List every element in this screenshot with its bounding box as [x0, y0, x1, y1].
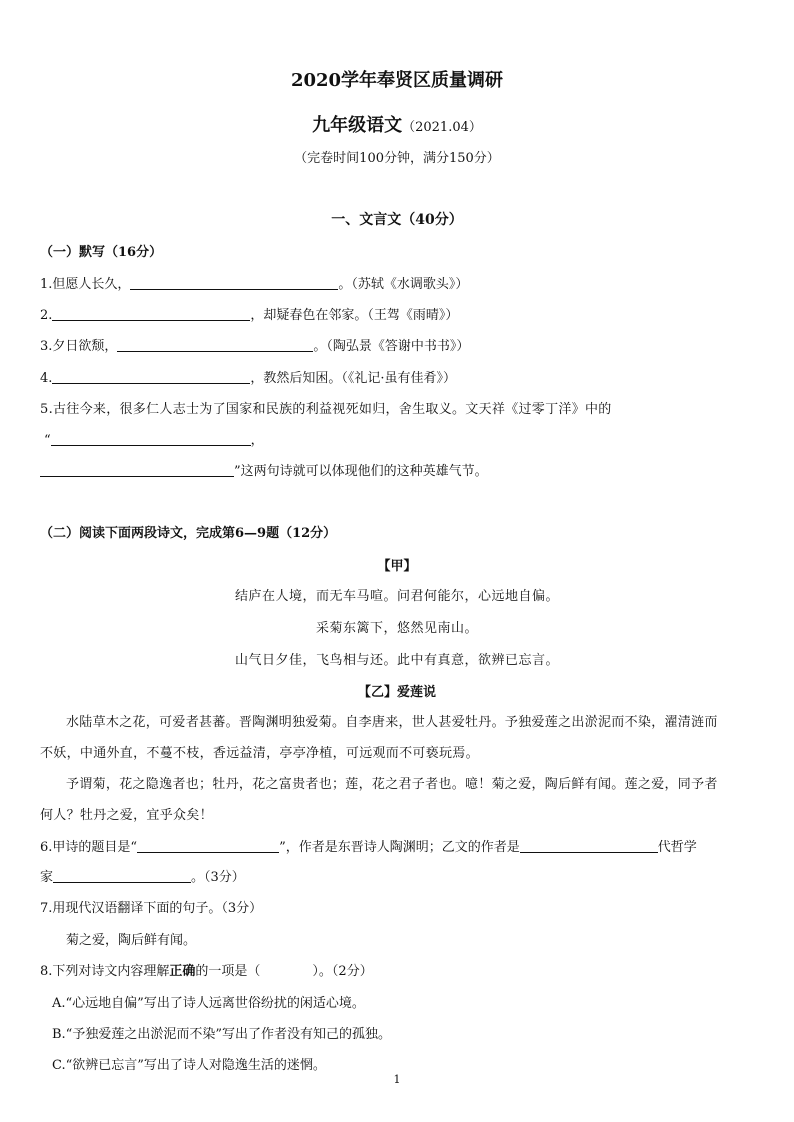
q8-bold: 正确 [169, 964, 196, 979]
q8-post: 的一项是（ ）。（2分） [195, 964, 373, 979]
q6-blank-3[interactable] [53, 868, 191, 883]
q6-line2-post: 。（3分） [191, 870, 245, 885]
q8-option-b: B.“予独爱莲之出淤泥而不染”写出了作者没有知己的孤独。 [52, 1027, 391, 1042]
q6-pre: 6.甲诗的题目是“ [40, 840, 138, 855]
part2-heading: （二）阅读下面两段诗文，完成第6—9题（12分） [40, 526, 337, 541]
q6-blank-1[interactable] [137, 838, 279, 853]
section-heading: 一、文言文（40分） [331, 212, 463, 228]
question-6-line2 [40, 866, 245, 885]
q5-blank-2[interactable] [40, 462, 234, 477]
yi-line-1: 水陆草木之花，可爱者甚蕃。晋陶渊明独爱菊。自李唐来，世人甚爱牡丹。予独爱莲之出淤泥而不染，濯清涟而 [66, 715, 718, 730]
question-7-sentence: 菊之爱，陶后鲜有闻。 [66, 933, 197, 948]
q1-blank[interactable] [130, 275, 338, 290]
jia-line-1: 结庐在人境，而无车马喧。问君何能尔，心远地自偏。 [234, 589, 559, 604]
exam-note: （完卷时间100分钟，满分150分） [294, 151, 500, 166]
yi-line-3: 予谓菊，花之隐逸者也；牡丹，花之富贵者也；莲，花之君子者也。噫！菊之爱，陶后鲜有闻。莲之爱，同予者 [66, 777, 718, 792]
question-8 [40, 960, 373, 979]
question-3 [40, 335, 469, 354]
question-5: 5.古往今来，很多仁人志士为了国家和民族的利益视死如归，舍生取义。文天祥《过零丁洋》中的 [40, 402, 612, 417]
jia-line-2: 采菊东篱下，悠然见南山。 [315, 621, 478, 636]
q5-post: ”这两句诗就可以体现他们的这种英雄气节。 [234, 464, 488, 479]
q6-line2-pre: 家 [40, 870, 54, 885]
q2-pre: 2. [40, 308, 53, 323]
q5-blank-1[interactable] [51, 431, 251, 446]
q6-post: 代哲学 [657, 840, 697, 855]
yi-label: 【乙】爱莲说 [357, 685, 436, 700]
q8-pre: 8.下列对诗文内容理解 [40, 964, 170, 979]
exam-title: 2020学年奉贤区质量调研 [290, 70, 504, 91]
exam-date: （2021.04） [402, 120, 482, 135]
q2-blank[interactable] [52, 306, 250, 321]
question-7: 7.用现代汉语翻译下面的句子。（3分） [40, 901, 263, 916]
q6-mid: ”，作者是东晋诗人陶渊明；乙文的作者是 [279, 840, 520, 855]
yi-line-2: 不妖，中通外直，不蔓不枝，香远益清，亭亭净植，可远观而不可亵玩焉。 [40, 746, 479, 761]
question-5-line2 [44, 429, 264, 448]
q3-post: 。（陶弘景《答谢中书书》） [313, 339, 470, 354]
q1-post: 。（苏轼《水调歌头》） [338, 277, 469, 292]
q4-blank[interactable] [52, 369, 250, 384]
question-1 [40, 273, 468, 292]
q2-post: ，却疑春色在邻家。（王驾《雨晴》） [250, 308, 459, 323]
yi-line-4: 何人？牡丹之爱，宜乎众矣！ [40, 808, 213, 823]
exam-subtitle [0, 111, 794, 137]
q3-pre: 3.夕日欲颓， [40, 339, 118, 354]
q5-comma: ， [250, 433, 264, 448]
jia-line-3: 山气日夕佳，飞鸟相与还。此中有真意，欲辨已忘言。 [234, 653, 559, 668]
question-4 [40, 367, 456, 386]
q4-pre: 4. [40, 371, 53, 386]
question-5-line3 [40, 460, 488, 479]
q4-post: ，教然后知困。（《礼记·虽有佳肴》） [250, 371, 457, 386]
jia-label: 【甲】 [377, 559, 417, 574]
q8-option-c: C.“欲辨已忘言”写出了诗人对隐逸生活的迷惘。 [52, 1058, 326, 1073]
question-6 [40, 836, 697, 855]
page-number: 1 [393, 1073, 401, 1086]
q5-open-quote: “ [44, 433, 51, 448]
q1-pre: 1.但愿人长久， [40, 277, 131, 292]
q8-option-a: A.“心远地自偏”写出了诗人远离世俗纷扰的闲适心境。 [52, 996, 365, 1011]
subject-label: 九年级语文 [312, 115, 403, 136]
q3-blank[interactable] [117, 337, 313, 352]
question-2 [40, 304, 458, 323]
part1-heading: （一）默写（16分） [40, 245, 163, 260]
q6-blank-2[interactable] [520, 838, 658, 853]
